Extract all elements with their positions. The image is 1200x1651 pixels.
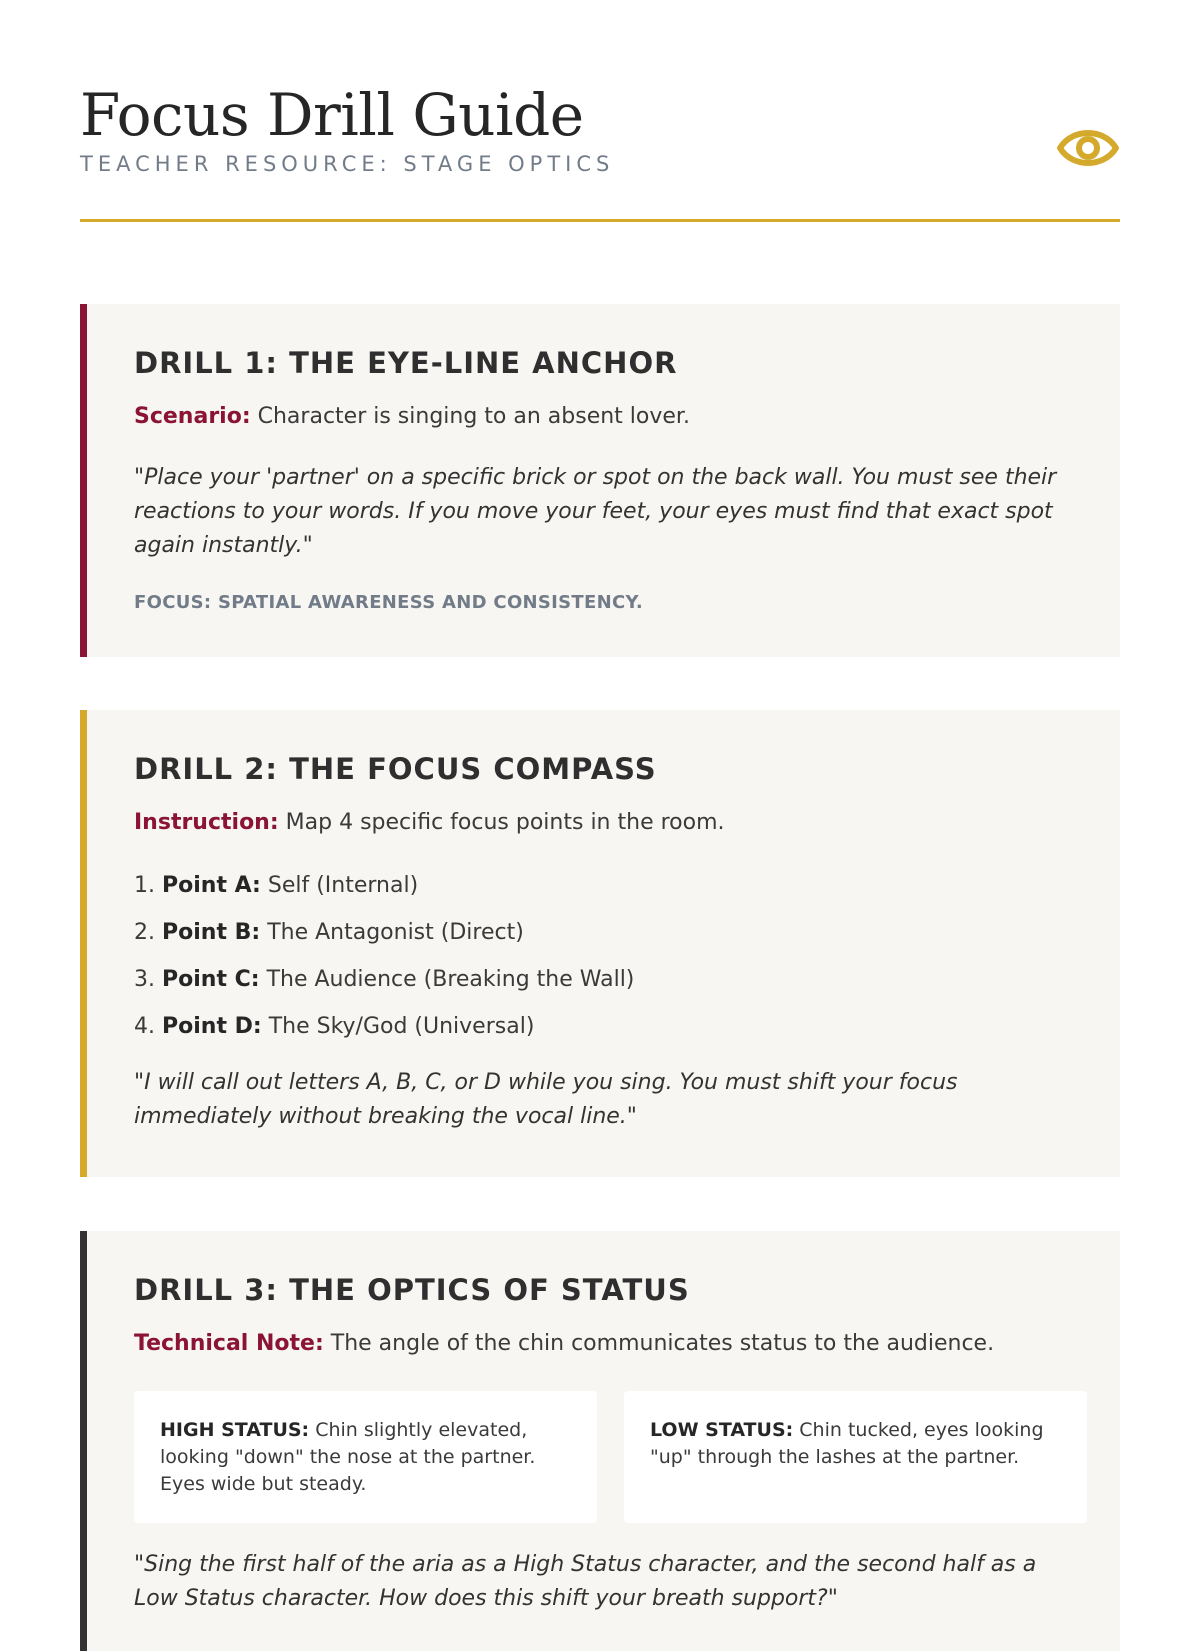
instruction-label: Instruction:	[134, 810, 279, 835]
drill-heading: DRILL 3: THE OPTICS OF STATUS	[134, 1273, 690, 1307]
page-title: Focus Drill Guide	[80, 81, 584, 149]
technical-note-text: The angle of the chin communicates status to the audience.	[330, 1331, 995, 1356]
drill-heading: DRILL 1: THE EYE-LINE ANCHOR	[134, 346, 678, 380]
drill-card-3	[80, 1231, 1120, 1651]
list-item: 4. Point D: The Sky/God (Universal)	[134, 1014, 535, 1039]
list-item: 1. Point A: Self (Internal)	[134, 873, 419, 898]
technical-note-line	[134, 1331, 1080, 1356]
drill-heading: DRILL 2: THE FOCUS COMPASS	[134, 752, 657, 786]
instruction-text: Map 4 specific focus points in the room.	[285, 810, 725, 835]
eye-icon	[1056, 120, 1120, 176]
drill-quote: "I will call out letters A, B, C, or D while you sing. You must shift your focus immediately without breaking the vocal line."	[134, 1070, 958, 1129]
page	[80, 0, 1120, 1611]
drill-quote: "Place your 'partner' on a specific brick or spot on the back wall. You must see their reactions to your words. If you move your feet, your eyes must find that exact spot again instantly."	[134, 465, 1057, 558]
low-status-label: LOW STATUS:	[650, 1419, 794, 1441]
low-status-text: Chin tucked, eyes looking "up" through the lashes at the partner.	[650, 1419, 1044, 1468]
focus-note: FOCUS: SPATIAL AWARENESS AND CONSISTENCY.	[134, 592, 643, 613]
instruction-line	[134, 810, 1080, 835]
list-item: 2. Point B: The Antagonist (Direct)	[134, 920, 524, 945]
scenario-line	[134, 404, 1080, 429]
page-header	[80, 0, 1120, 222]
focus-points-list	[134, 862, 634, 1050]
list-item: 3. Point C: The Audience (Breaking the Wall)	[134, 967, 635, 992]
low-status-box	[624, 1391, 1087, 1523]
scenario-label: Scenario:	[134, 404, 251, 429]
high-status-label: HIGH STATUS:	[160, 1419, 310, 1441]
high-status-text: Chin slightly elevated, looking "down" the nose at the partner. Eyes wide but steady.	[160, 1419, 536, 1495]
scenario-text: Character is singing to an absent lover.	[257, 404, 690, 429]
drill-card-2	[80, 710, 1120, 1177]
technical-note-label: Technical Note:	[134, 1331, 324, 1356]
drill-quote: "Sing the first half of the aria as a High Status character, and the second half as a Low Status character. How does this shift your breath support?"	[134, 1552, 1037, 1611]
drill-card-1	[80, 304, 1120, 657]
high-status-box	[134, 1391, 597, 1523]
page-subtitle: TEACHER RESOURCE: STAGE OPTICS	[80, 152, 615, 176]
